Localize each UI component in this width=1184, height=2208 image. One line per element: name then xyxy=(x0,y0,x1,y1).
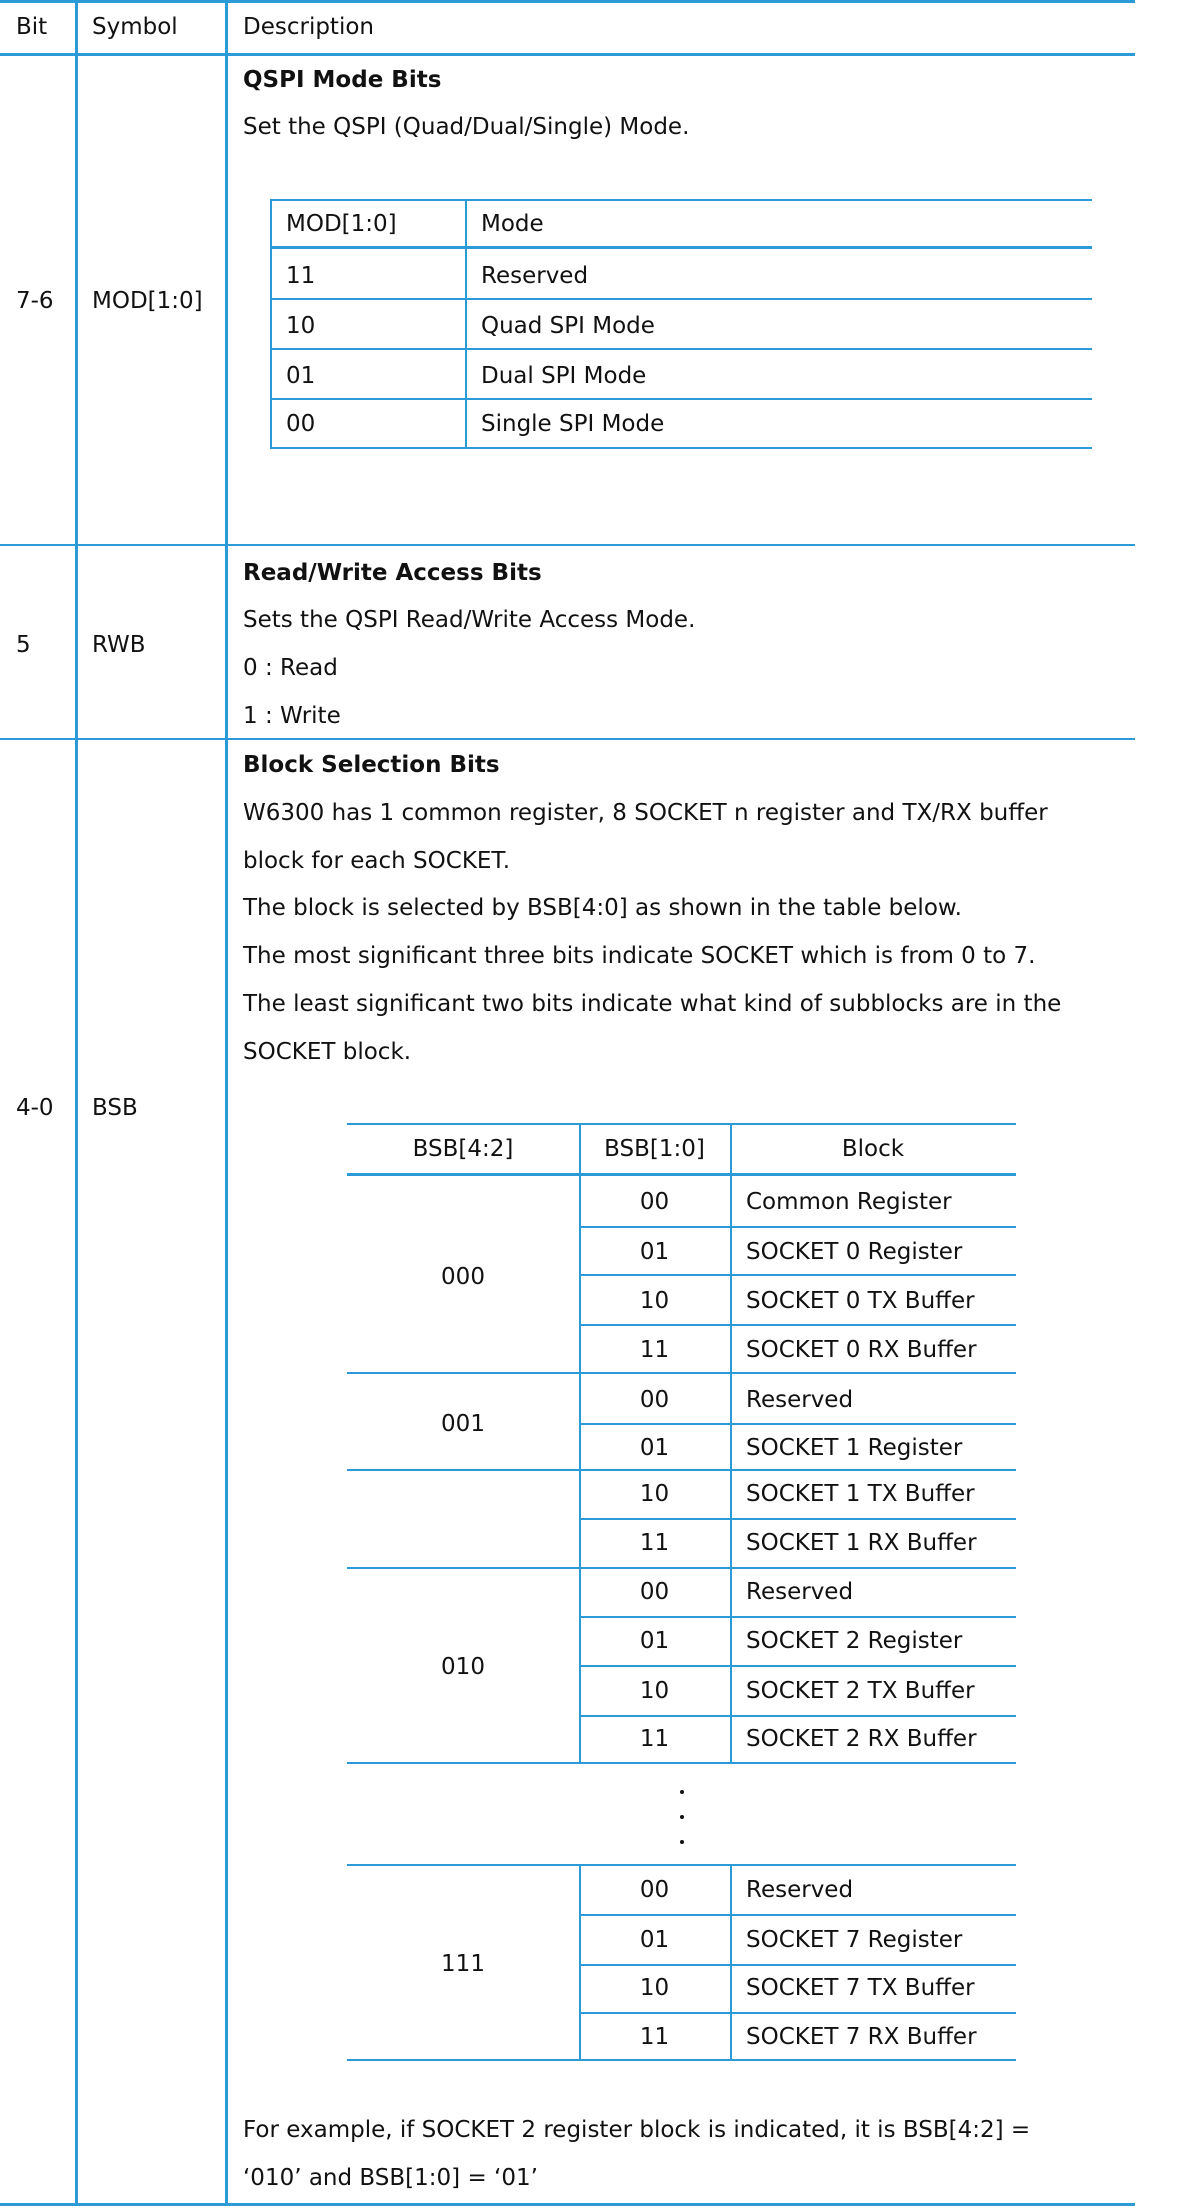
bsb-example-line-1: For example, if SOCKET 2 register block is indicated, it is BSB[4:2] = xyxy=(243,2117,1031,2143)
bsb-row-2-block: SOCKET 0 Register xyxy=(746,1239,963,1265)
bsb-row-2-bits: 01 xyxy=(639,1239,670,1265)
mod-table-header-mod: MOD[1:0] xyxy=(286,211,397,237)
table-bottom-border xyxy=(0,2203,1135,2206)
bsb-bit: 4-0 xyxy=(16,1095,54,1121)
mod-row-4-mode: Single SPI Mode xyxy=(481,411,665,437)
bsb-row-5-block: Reserved xyxy=(746,1387,854,1413)
bsb-title: Block Selection Bits xyxy=(243,752,500,778)
bsb-row-16-block: SOCKET 7 RX Buffer xyxy=(746,2024,977,2050)
mod-row-1-mode: Reserved xyxy=(481,263,589,289)
bsb-row-13-bits: 00 xyxy=(639,1877,670,1903)
mod-title: QSPI Mode Bits xyxy=(243,67,442,93)
mod-row-2-mode: Quad SPI Mode xyxy=(481,313,655,339)
bsb-row-13-block: Reserved xyxy=(746,1877,854,1903)
bsb-row-15-bits: 10 xyxy=(639,1975,670,2001)
bsb-row-14-bits: 01 xyxy=(639,1927,670,1953)
mod-row-3-value: 01 xyxy=(286,363,316,389)
bsb-row-12-block: SOCKET 2 RX Buffer xyxy=(746,1726,977,1752)
bsb-symbol: BSB xyxy=(92,1095,138,1121)
header-description: Description xyxy=(243,14,374,40)
ellipsis-dot xyxy=(680,1840,684,1844)
bsb-row-7-bits: 10 xyxy=(639,1481,670,1507)
bsb-row-14-block: SOCKET 7 Register xyxy=(746,1927,963,1953)
bsb-group-010: 010 xyxy=(441,1654,485,1680)
bsb-row-1-bits: 00 xyxy=(639,1189,670,1215)
bsb-group-111: 111 xyxy=(441,1951,485,1977)
mod-bit: 7-6 xyxy=(16,288,54,314)
ellipsis-dot xyxy=(680,1815,684,1819)
header-symbol: Symbol xyxy=(92,14,178,40)
bsb-group-001: 001 xyxy=(441,1411,485,1437)
mod-row-3-mode: Dual SPI Mode xyxy=(481,363,647,389)
rwb-description: Sets the QSPI Read/Write Access Mode. xyxy=(243,607,696,633)
bsb-row-4-bits: 11 xyxy=(639,1337,670,1363)
bsb-line-4: The most significant three bits indicate SOCKET which is from 0 to 7. xyxy=(243,943,1036,969)
mod-row-1-value: 11 xyxy=(286,263,316,289)
bsb-row-11-block: SOCKET 2 TX Buffer xyxy=(746,1678,975,1704)
mod-row-2-value: 10 xyxy=(286,313,316,339)
bsb-row-3-block: SOCKET 0 TX Buffer xyxy=(746,1288,975,1314)
rwb-bit: 5 xyxy=(16,632,31,658)
bsb-line-5: The least significant two bits indicate what kind of subblocks are in the xyxy=(243,991,1062,1017)
bsb-row-8-bits: 11 xyxy=(639,1530,670,1556)
row-divider-rwb-bsb xyxy=(0,738,1135,740)
bsb-line-1: W6300 has 1 common register, 8 SOCKET n register and TX/RX buffer xyxy=(243,800,1048,826)
header-bottom-border xyxy=(0,53,1135,56)
bsb-row-12-bits: 11 xyxy=(639,1726,670,1752)
bsb-row-3-bits: 10 xyxy=(639,1288,670,1314)
bsb-line-6: SOCKET block. xyxy=(243,1039,412,1065)
bsb-table-header-42: BSB[4:2] xyxy=(412,1136,514,1162)
table-top-border xyxy=(0,0,1135,3)
bsb-row-5-bits: 00 xyxy=(639,1387,670,1413)
bsb-row-8-block: SOCKET 1 RX Buffer xyxy=(746,1530,977,1556)
bsb-row-7-block: SOCKET 1 TX Buffer xyxy=(746,1481,975,1507)
bsb-example-line-2: ‘010’ and BSB[1:0] = ‘01’ xyxy=(243,2165,538,2191)
rwb-symbol: RWB xyxy=(92,632,146,658)
bsb-table-header-block: Block xyxy=(841,1136,905,1162)
bsb-row-6-bits: 01 xyxy=(639,1435,670,1461)
mod-symbol: MOD[1:0] xyxy=(92,288,203,314)
bsb-group-000: 000 xyxy=(441,1264,485,1290)
rwb-title: Read/Write Access Bits xyxy=(243,560,542,586)
bsb-row-1-block: Common Register xyxy=(746,1189,952,1215)
bsb-row-9-block: Reserved xyxy=(746,1579,854,1605)
row-divider-mod-rwb xyxy=(0,544,1135,546)
column-divider-symbol xyxy=(225,0,228,2205)
header-bit: Bit xyxy=(16,14,48,40)
bsb-line-3: The block is selected by BSB[4:0] as shown in the table below. xyxy=(243,895,962,921)
bsb-row-6-block: SOCKET 1 Register xyxy=(746,1435,963,1461)
bsb-line-2: block for each SOCKET. xyxy=(243,848,511,874)
bsb-row-10-bits: 01 xyxy=(639,1628,670,1654)
bsb-row-4-block: SOCKET 0 RX Buffer xyxy=(746,1337,977,1363)
column-divider-bit xyxy=(75,0,78,2205)
mod-description: Set the QSPI (Quad/Dual/Single) Mode. xyxy=(243,114,690,140)
bsb-row-16-bits: 11 xyxy=(639,2024,670,2050)
bsb-row-15-block: SOCKET 7 TX Buffer xyxy=(746,1975,975,2001)
bsb-row-9-bits: 00 xyxy=(639,1579,670,1605)
bsb-table-header-10: BSB[1:0] xyxy=(604,1136,705,1162)
mod-table-header-mode: Mode xyxy=(481,211,544,237)
bsb-row-10-block: SOCKET 2 Register xyxy=(746,1628,963,1654)
rwb-option-read: 0 : Read xyxy=(243,655,338,681)
ellipsis-dot xyxy=(680,1790,684,1794)
mod-row-4-value: 00 xyxy=(286,411,316,437)
rwb-option-write: 1 : Write xyxy=(243,703,341,729)
bsb-row-11-bits: 10 xyxy=(639,1678,670,1704)
